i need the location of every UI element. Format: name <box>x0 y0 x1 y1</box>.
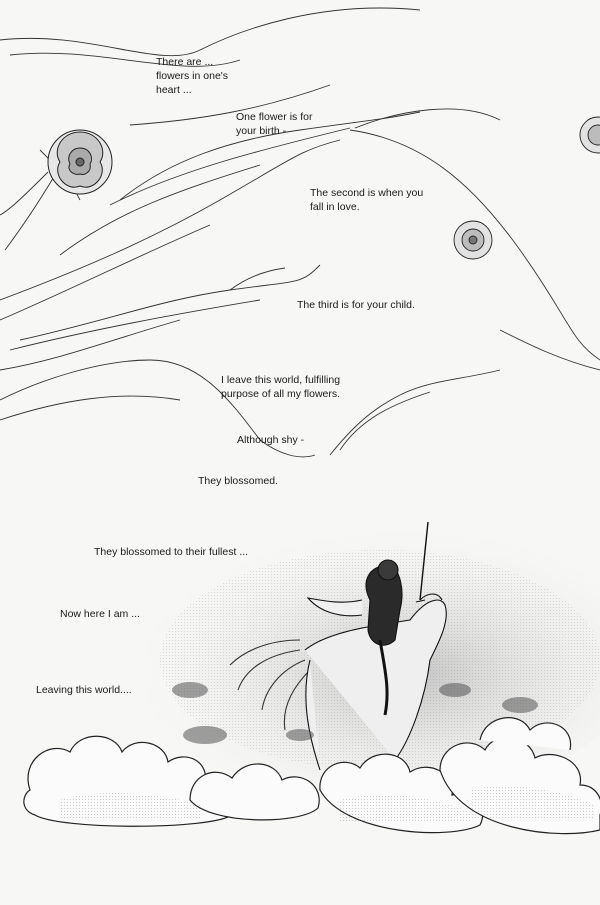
caption-leaving: Leaving this world.... <box>36 684 132 696</box>
caption-flowers-in-heart: There are ... flowers in one's heart ... <box>156 56 229 96</box>
caption-fullest: They blossomed to their fullest ... <box>94 546 249 558</box>
caption-birth: One flower is for your birth - <box>236 111 313 137</box>
caption-here-i-am: Now here I am ... <box>60 608 140 620</box>
caption-child: The third is for your child. <box>297 299 415 311</box>
caption-shy: Although shy - <box>237 434 305 446</box>
caption-leave-world: I leave this world, fulfilling purpose of all my flowers. <box>221 374 341 400</box>
caption-blossomed: They blossomed. <box>198 475 278 487</box>
flower-large <box>48 130 112 194</box>
flower-edge <box>580 117 600 153</box>
flower-medium <box>454 221 492 259</box>
caption-fall-in-love: The second is when you fall in love. <box>310 187 424 213</box>
